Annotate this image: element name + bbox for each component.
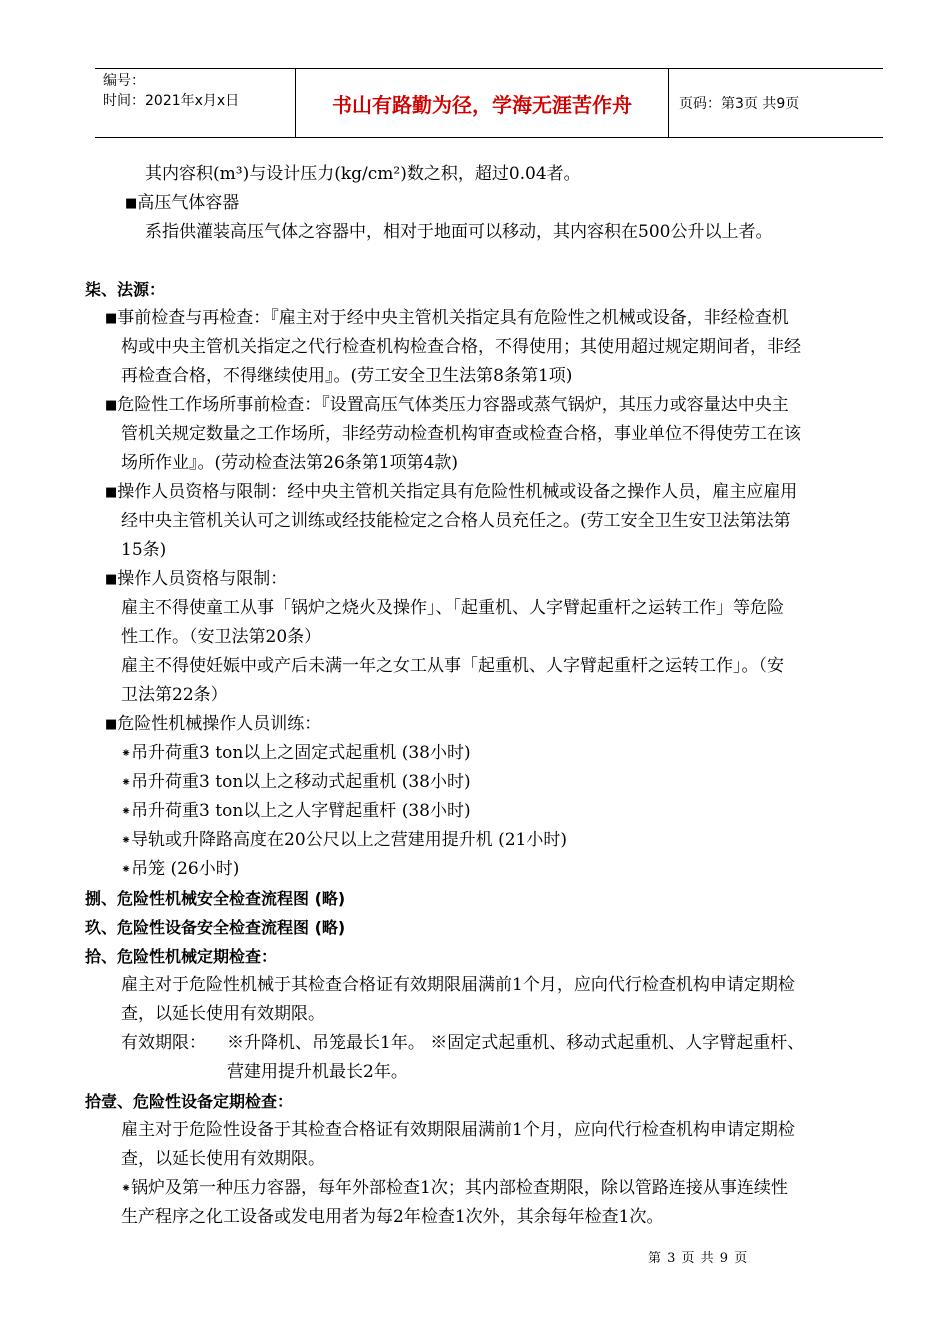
law1-line1 <box>85 304 895 333</box>
document-body <box>85 160 895 1232</box>
header-page-label: 页码：第3页 共9页 <box>679 96 800 112</box>
note-mark-icon: ⁕ <box>121 1181 132 1195</box>
law4-p1-line2: 性工作。（安卫法第20条） <box>121 627 322 647</box>
training-item <box>85 797 895 826</box>
header-motto: 书山有路勤为径，学海无涯苦作舟 <box>295 69 669 137</box>
hp-title: 高压气体容器 <box>137 193 240 213</box>
law4-p1-line1: 雇主不得使童工从事「锅炉之烧火及操作」、「起重机、人字臂起重杆之运转工作」等危险 <box>121 598 784 618</box>
section-7-title: 柒、法源： <box>85 280 166 299</box>
law3-line1 <box>85 478 895 507</box>
square-bullet-icon: ■ <box>125 196 138 211</box>
law2-line1 <box>85 391 895 420</box>
page-footer: 第 3 页 共 9 页 <box>648 1251 749 1266</box>
square-bullet-icon: ■ <box>105 572 118 587</box>
training-text: 导轨或升降路高度在20公尺以上之营建用提升机 (21小时) <box>131 830 567 850</box>
law2-line3: 场所作业』。(劳动检查法第26条第1项第4款) <box>121 453 459 473</box>
training-item <box>85 739 895 768</box>
training-item <box>85 768 895 797</box>
header-meta <box>95 69 295 137</box>
section-11-title: 拾壹、危险性设备定期检查： <box>85 1092 294 1111</box>
intro-line: 其内容积(m³)与设计压力(kg/cm²)数之积，超过0.04者。 <box>145 164 581 184</box>
hp-title-line <box>85 189 895 218</box>
law4-p2-line2: 卫法第22条） <box>121 685 228 705</box>
effective-period-line1: ※升降机、吊笼最长1年。 ※固定式起重机、移动式起重机、人字臂起重杆、 <box>227 1033 805 1053</box>
note-mark-icon: ⁕ <box>121 833 132 847</box>
training-text: 吊升荷重3 ton以上之移动式起重机 (38小时) <box>131 772 471 792</box>
section-9-title: 玖、危险性设备安全检查流程图 (略) <box>85 918 346 937</box>
note-mark-icon: ⁕ <box>121 804 132 818</box>
training-text: 吊笼 (26小时) <box>131 859 240 879</box>
sec10-para-line2: 查，以延长使用有效期限。 <box>121 1004 325 1024</box>
law2-line2: 管机关规定数量之工作场所，非经劳动检查机构审查或检查合格，事业单位不得使劳工在该 <box>121 424 801 444</box>
training-item <box>85 826 895 855</box>
training-text: 吊升荷重3 ton以上之固定式起重机 (38小时) <box>131 743 471 763</box>
square-bullet-icon: ■ <box>105 398 118 413</box>
square-bullet-icon: ■ <box>105 717 118 732</box>
square-bullet-icon: ■ <box>105 311 118 326</box>
number-label: 编号： <box>103 73 145 89</box>
effective-period-values <box>227 1029 804 1087</box>
law1-line3: 再检查合格，不得继续使用』。(劳工安全卫生法第8条第1项) <box>121 366 573 386</box>
law4-p2-line1: 雇主不得使妊娠中或产后未满一年之女工从事「起重机、人字臂起重杆之运转工作」。（安 <box>121 656 784 676</box>
sec11-para-line2: 查，以延长使用有效期限。 <box>121 1149 325 1169</box>
square-bullet-icon: ■ <box>105 485 118 500</box>
section-10-title: 拾、危险性机械定期检查： <box>85 947 278 966</box>
sec11-note-line2: 生产程序之化工设备或发电用者为每2年检查1次外，其余每年检查1次。 <box>121 1207 664 1227</box>
law3-line3: 15条) <box>121 540 167 560</box>
law2-text-1: 危险性工作场所事前检查：『设置高压气体类压力容器或蒸气锅炉，其压力或容量达中央主 <box>117 395 789 415</box>
page-header <box>95 68 883 138</box>
hp-desc: 系指供灌装高压气体之容器中，相对于地面可以移动，其内容积在500公升以上者。 <box>145 222 773 242</box>
law4-title: 操作人员资格与限制： <box>117 569 288 589</box>
law1-line2: 构或中央主管机关指定之代行检查机构检查合格，不得使用；其使用超过规定期间者，非经 <box>121 337 801 357</box>
section-8-title: 捌、危险性机械安全检查流程图 (略) <box>85 889 346 908</box>
note-mark-icon: ⁕ <box>121 746 132 760</box>
training-item <box>85 855 895 884</box>
effective-period-label: 有效期限： <box>121 1033 206 1053</box>
law3-text-1: 操作人员资格与限制：经中央主管机关指定具有危险性机械或设备之操作人员，雇主应雇用 <box>117 482 798 502</box>
sec11-note-line1 <box>85 1174 895 1203</box>
law3-line2: 经中央主管机关认可之训练或经技能检定之合格人员充任之。(劳工安全卫生安卫法第法第 <box>121 511 791 531</box>
sec10-para-line1: 雇主对于危险性机械于其检查合格证有效期限届满前1个月，应向代行检查机构申请定期检 <box>121 975 795 995</box>
effective-period-line2: 营建用提升机最长2年。 <box>227 1062 408 1082</box>
note-mark-icon: ⁕ <box>121 775 132 789</box>
training-text: 吊升荷重3 ton以上之人字臂起重杆 (38小时) <box>131 801 471 821</box>
law5-title-line <box>85 710 895 739</box>
sec11-note-text: 锅炉及第一种压力容器，每年外部检查1次；其内部检查期限，除以管路连接从事连续性 <box>131 1178 788 1198</box>
law1-text-1: 事前检查与再检查：『雇主对于经中央主管机关指定具有危险性之机械或设备，非经检查机 <box>117 308 789 328</box>
effective-period <box>85 1029 895 1087</box>
note-mark-icon: ⁕ <box>121 862 132 876</box>
time-label: 时间：2021年x月x日 <box>103 93 240 109</box>
sec11-para-line1: 雇主对于危险性设备于其检查合格证有效期限届满前1个月，应向代行检查机构申请定期检 <box>121 1120 795 1140</box>
law4-title-line <box>85 565 895 594</box>
law5-title: 危险性机械操作人员训练： <box>117 714 322 734</box>
